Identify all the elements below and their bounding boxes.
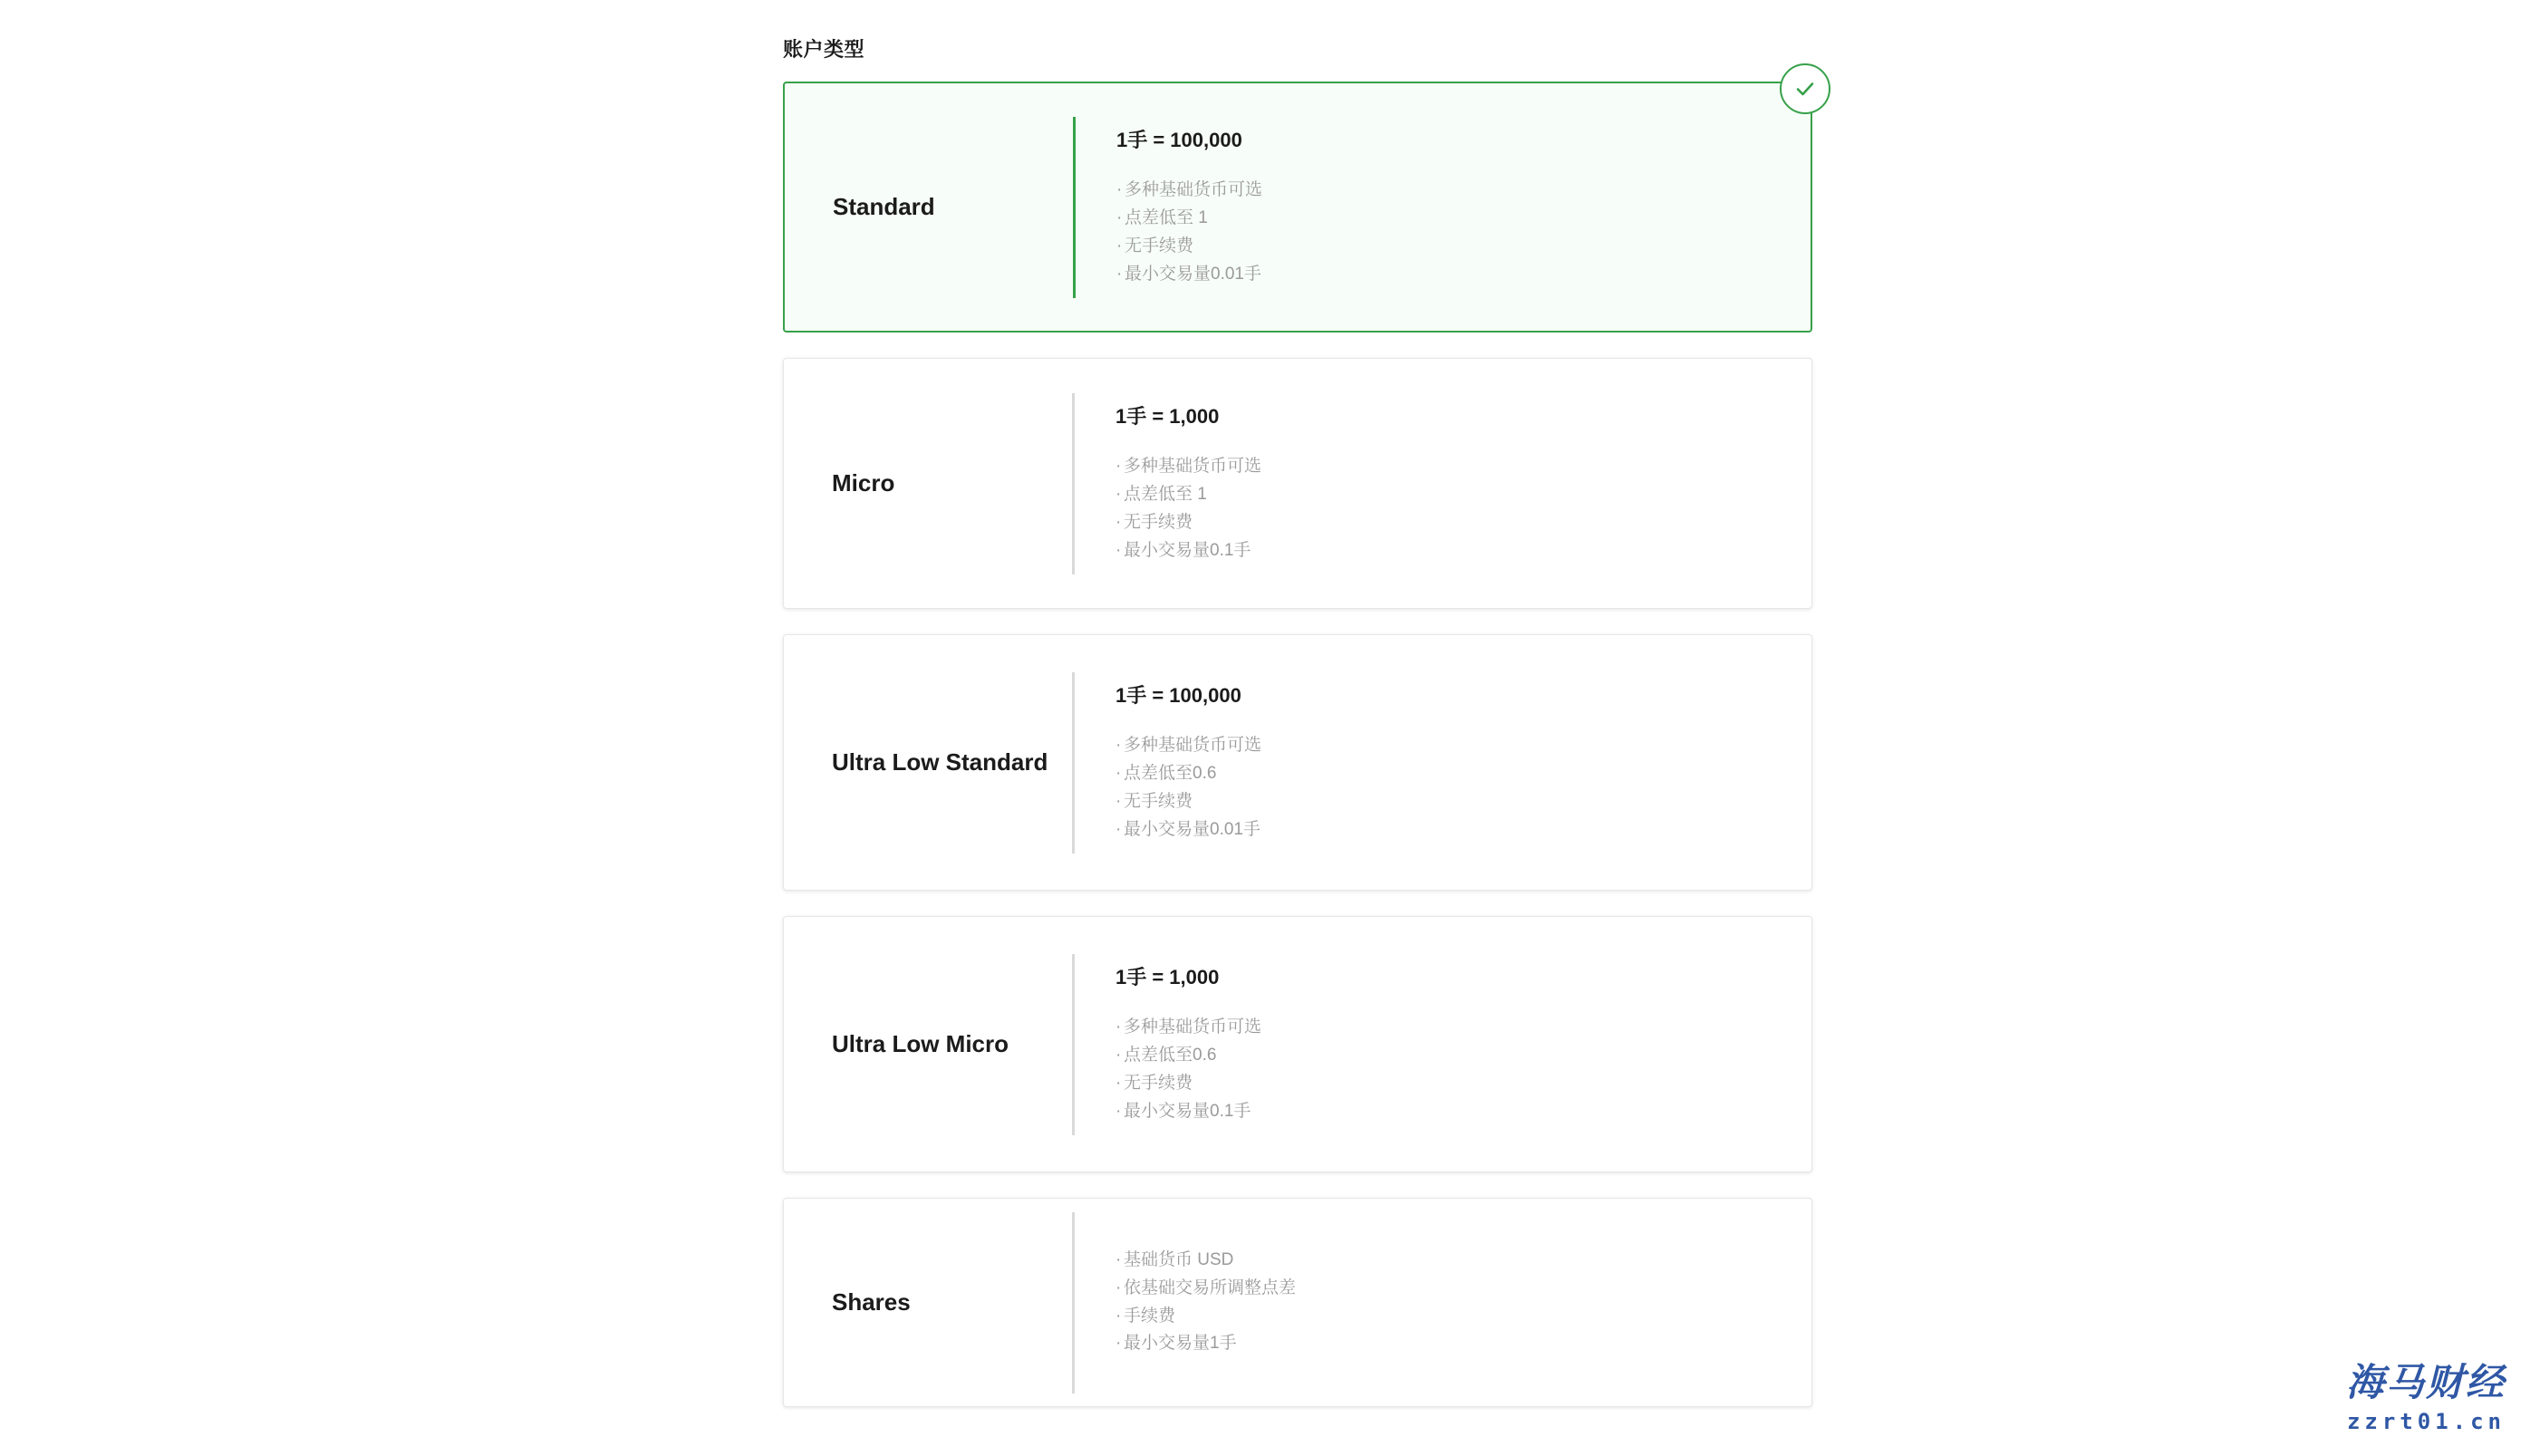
account-type-list bbox=[783, 82, 1812, 1432]
account-feature-list bbox=[1115, 1247, 1811, 1359]
list-item: · 最小交易量0.1手 bbox=[1115, 1098, 1811, 1126]
account-lot-size: 1手 = 1,000 bbox=[1115, 405, 1220, 429]
list-item: · 多种基础货币可选 bbox=[1116, 177, 1811, 205]
account-lot-size: 1手 = 1,000 bbox=[1115, 966, 1220, 989]
account-card-standard[interactable] bbox=[783, 82, 1812, 333]
account-feature-list bbox=[1116, 177, 1811, 289]
account-details bbox=[1072, 393, 1811, 574]
list-item: · 最小交易量0.1手 bbox=[1115, 537, 1811, 565]
selected-check-badge bbox=[1780, 63, 1830, 114]
account-feature-list bbox=[1115, 1014, 1811, 1126]
list-item: · 点差低至 1 bbox=[1116, 205, 1811, 233]
account-name: Ultra Low Standard bbox=[832, 748, 1048, 776]
account-card-ultra-low-micro[interactable] bbox=[783, 916, 1812, 1172]
list-item: · 多种基础货币可选 bbox=[1115, 453, 1811, 481]
account-name: Ultra Low Micro bbox=[832, 1030, 1009, 1058]
list-item: · 无手续费 bbox=[1116, 233, 1811, 261]
page-title: 账户类型 bbox=[783, 38, 865, 61]
list-item: · 依基础交易所调整点差 bbox=[1115, 1275, 1811, 1303]
list-item: · 无手续费 bbox=[1115, 1070, 1811, 1098]
list-item: · 无手续费 bbox=[1115, 788, 1811, 816]
account-details bbox=[1072, 672, 1811, 853]
account-name: Micro bbox=[832, 469, 895, 497]
watermark-url: zzrt01.cn bbox=[2346, 1409, 2506, 1434]
account-feature-list bbox=[1115, 732, 1811, 844]
account-card-ultra-low-standard[interactable] bbox=[783, 634, 1812, 891]
watermark bbox=[2346, 1353, 2506, 1434]
account-lot-size: 1手 = 100,000 bbox=[1115, 684, 1241, 708]
account-details bbox=[1072, 1212, 1811, 1393]
account-card-micro[interactable] bbox=[783, 358, 1812, 609]
list-item: · 基础货币 USD bbox=[1115, 1247, 1811, 1275]
list-item: · 最小交易量1手 bbox=[1115, 1330, 1811, 1358]
list-item: · 点差低至0.6 bbox=[1115, 1042, 1811, 1070]
list-item: · 点差低至 1 bbox=[1115, 481, 1811, 509]
account-details bbox=[1072, 954, 1811, 1135]
list-item: · 无手续费 bbox=[1115, 509, 1811, 537]
list-item: · 点差低至0.6 bbox=[1115, 760, 1811, 788]
check-icon bbox=[1792, 75, 1819, 102]
list-item: · 多种基础货币可选 bbox=[1115, 732, 1811, 760]
account-lot-size: 1手 = 100,000 bbox=[1116, 129, 1242, 152]
account-card-shares[interactable] bbox=[783, 1198, 1812, 1407]
list-item: · 最小交易量0.01手 bbox=[1116, 261, 1811, 289]
list-item: · 最小交易量0.01手 bbox=[1115, 816, 1811, 844]
account-name: Standard bbox=[833, 193, 935, 221]
watermark-brand: 海马财经 bbox=[2345, 1360, 2506, 1404]
account-feature-list bbox=[1115, 453, 1811, 565]
list-item: · 多种基础货币可选 bbox=[1115, 1014, 1811, 1042]
account-details bbox=[1073, 117, 1811, 298]
list-item: · 手续费 bbox=[1115, 1303, 1811, 1331]
account-name: Shares bbox=[832, 1288, 911, 1316]
